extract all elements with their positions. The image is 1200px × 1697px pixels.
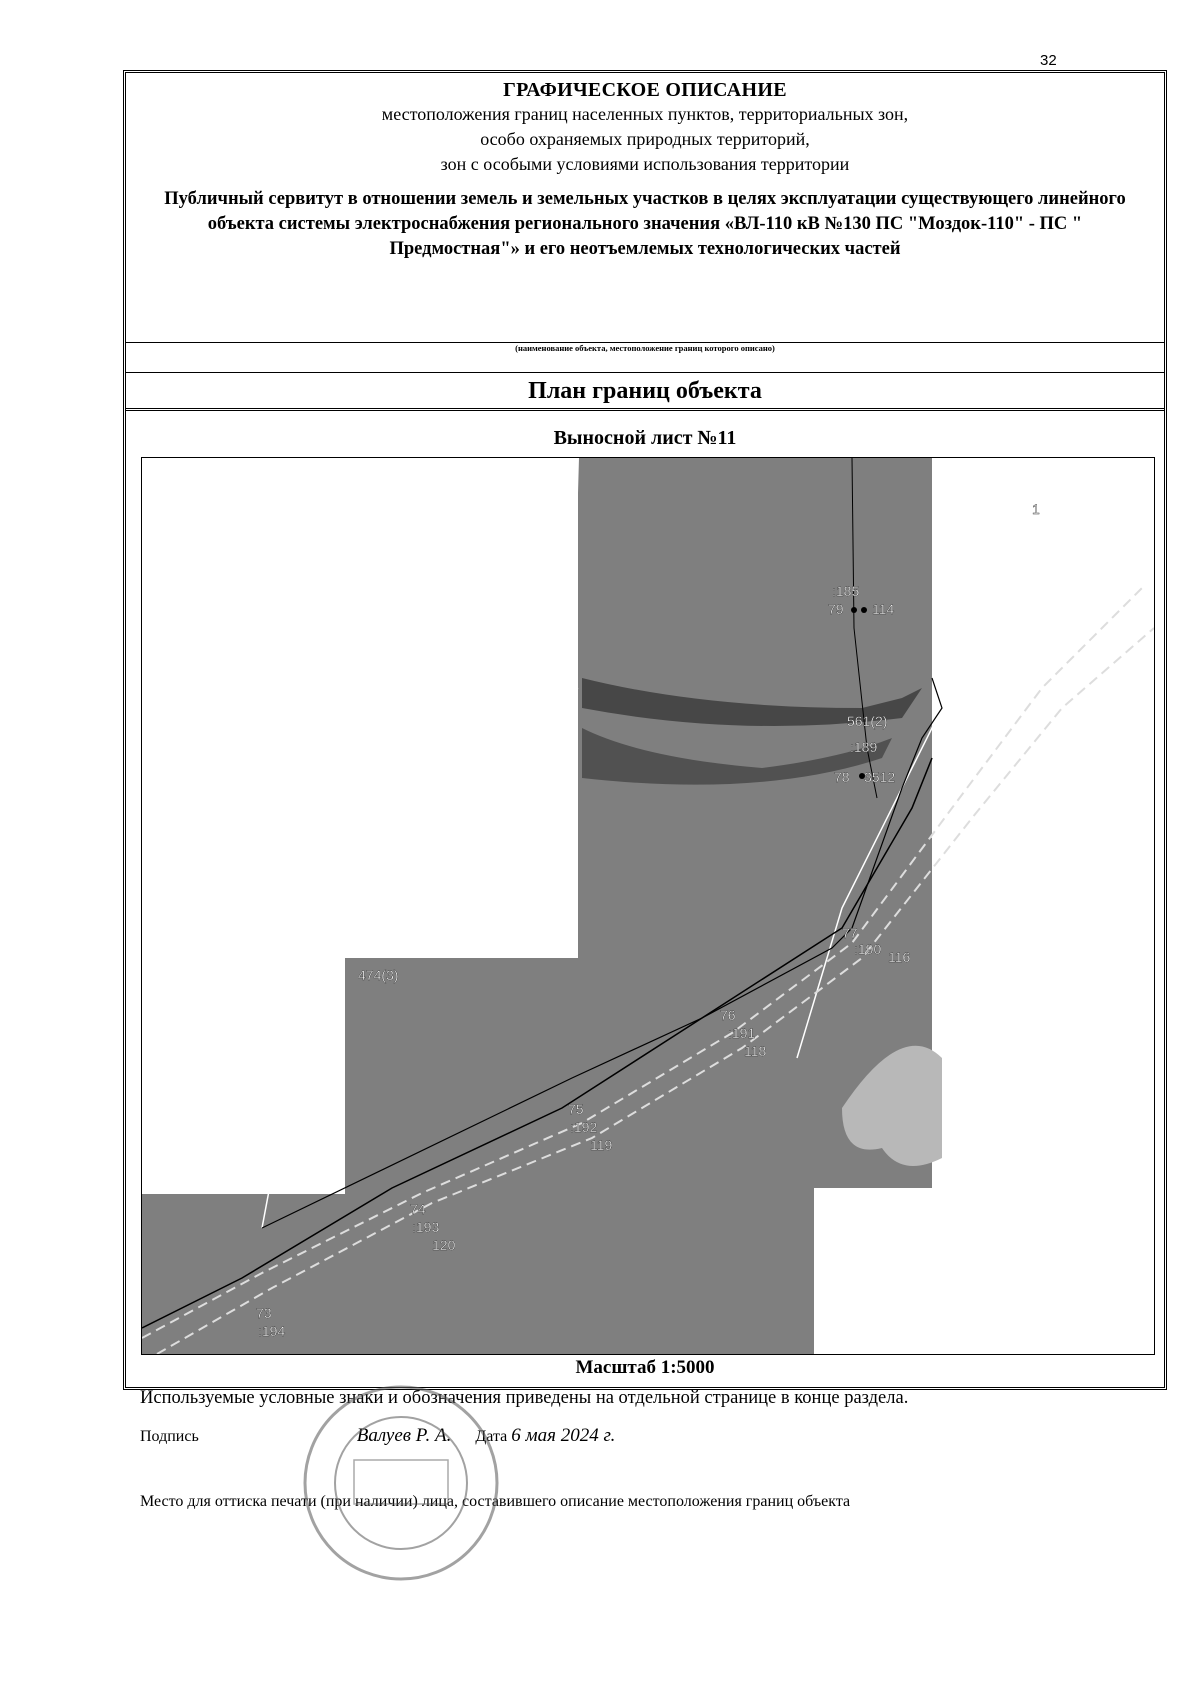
point-extra-74: 120 xyxy=(432,1237,456,1253)
parcel-label-474: 474(3) xyxy=(358,967,399,983)
parcel-label-1: 1 xyxy=(1032,501,1040,517)
map-plan xyxy=(141,457,1155,1355)
point-number-75: 75 xyxy=(568,1101,584,1117)
point-code-74: :193 xyxy=(412,1219,440,1235)
point-marker-114 xyxy=(861,607,867,613)
document-title: ГРАФИЧЕСКОЕ ОПИСАНИЕ xyxy=(503,79,787,101)
point-code-77: :190 xyxy=(854,941,882,957)
parcel-boundary-far-east xyxy=(932,458,1032,838)
point-code-75: :192 xyxy=(570,1119,598,1135)
signature-label: Подпись xyxy=(140,1428,199,1445)
subtitle-line-2: особо охраняемых природных территорий, xyxy=(480,129,810,149)
date-label: Дата xyxy=(475,1428,508,1445)
point-number-74: 74 xyxy=(410,1201,426,1217)
point-code-78: :189 xyxy=(850,739,878,755)
signer-name: Валуев Р. А. xyxy=(356,1425,452,1446)
object-caption: (наименование объекта, местоположение границ которого описано) xyxy=(515,343,775,353)
zone-outline-left xyxy=(142,458,578,868)
plan-title: План границ объекта xyxy=(126,373,1164,411)
object-name: Публичный сервитут в отношении земель и земельных участков в целях эксплуатации существующего линейного объекта системы электроснабжения регионального значения «ВЛ-110 кВ №130 ПС "Моздок-110" - ПС " Предмостная"» и его неотъемлемых технологических частей xyxy=(164,189,1126,259)
map-scale: Масштаб 1:5000 xyxy=(575,1357,715,1378)
point-marker-79 xyxy=(851,607,857,613)
document-frame xyxy=(123,70,1167,1510)
point-code-76: :191 xyxy=(728,1025,756,1041)
point-code-73: :194 xyxy=(258,1323,286,1339)
point-extra-75: 119 xyxy=(590,1137,613,1153)
parcel-label-561: 561(2) xyxy=(847,713,888,729)
seal-stamp xyxy=(296,1378,506,1588)
point-extra-78: 3512 xyxy=(864,769,896,785)
object-caption-row xyxy=(126,343,1164,373)
point-extra-76: 118 xyxy=(744,1043,767,1059)
subtitle-line-3: зон с особыми условиями использования территории xyxy=(440,154,850,174)
point-extra-79: 114 xyxy=(872,601,895,617)
date-value: 6 мая 2024 г. xyxy=(511,1425,616,1446)
aerial-imagery-area xyxy=(142,458,932,1354)
point-number-76: 76 xyxy=(720,1007,736,1023)
stamp-place-text: Место для оттиска печати (при наличии) лица, составившего описание местоположения границ объекта xyxy=(140,1493,851,1510)
point-number-78: 78 xyxy=(834,769,850,785)
sheet-title: Выносной лист №11 xyxy=(553,427,737,449)
point-number-79: 79 xyxy=(828,601,844,617)
point-number-77: 77 xyxy=(842,925,858,941)
legend-note: Используемые условные знаки и обозначения приведены на отдельной странице в конце раздела. xyxy=(140,1388,909,1408)
point-code-79: :185 xyxy=(832,583,860,599)
subtitle-line-1: местоположения границ населенных пунктов, территориальных зон, xyxy=(381,104,909,124)
zone-outline-left-2 xyxy=(142,688,578,888)
map-drawing xyxy=(142,458,1154,1354)
header-block xyxy=(126,73,1164,343)
point-extra-77: 116 xyxy=(888,949,911,965)
page-number: 32 xyxy=(1040,52,1057,69)
parcel-boundary-west xyxy=(257,808,292,1228)
point-number-73: 73 xyxy=(256,1305,272,1321)
